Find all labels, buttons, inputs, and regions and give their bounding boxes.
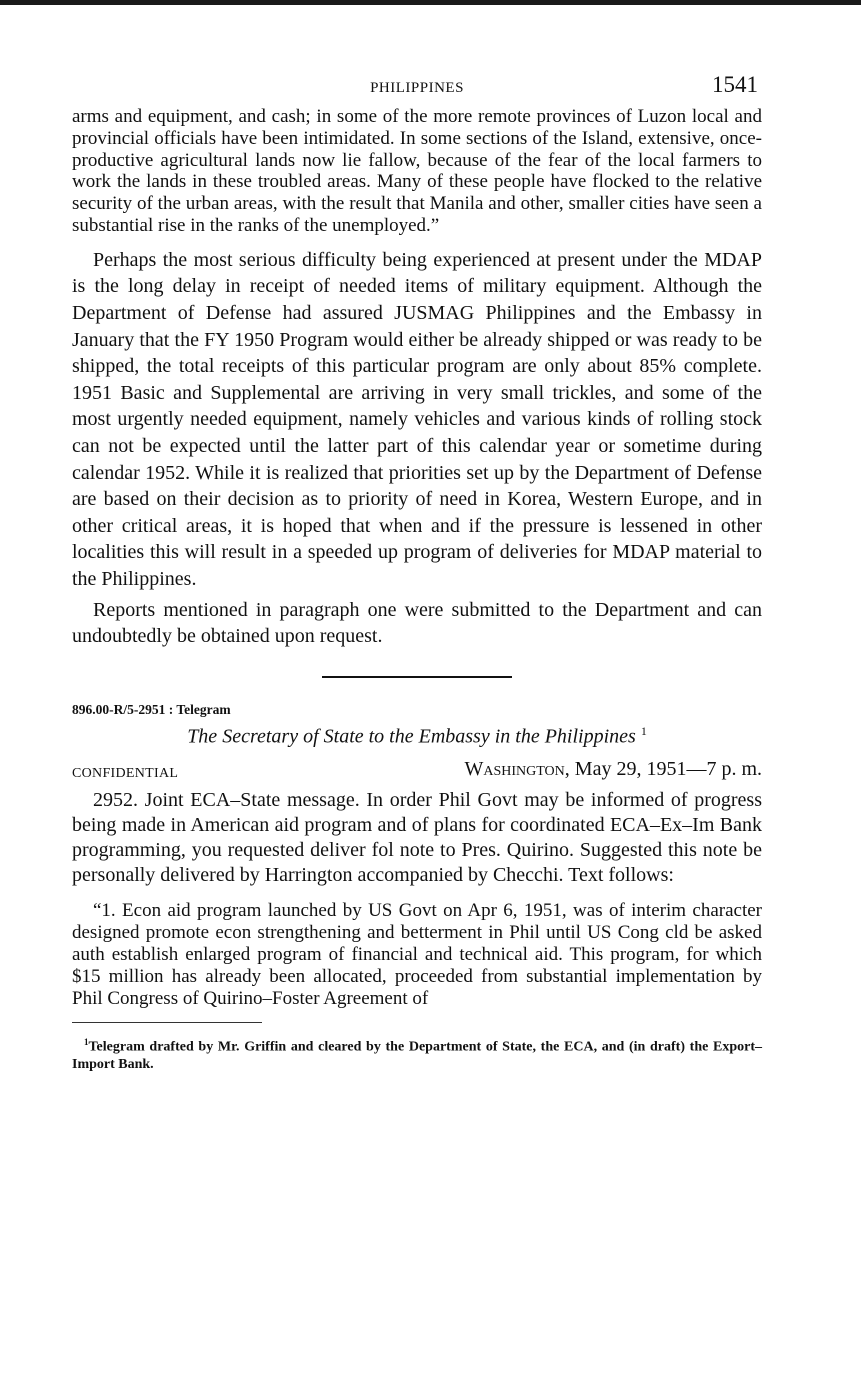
- place: Washington,: [464, 758, 570, 781]
- page-header: [72, 70, 762, 106]
- document-page: [72, 70, 762, 1074]
- quote-continuation: arms and equipment, and cash; in some of the more remote provinces of Luzon local and provincial officials have been intimidated. In some sections of the Island, extensive, once-productive agricultural lands now lie fallow, because of the fear of the local farmers to work the lands in these troubled areas. Many of these people have flocked to the relative security of the urban areas, with the result that Manila and other, smaller cities have seen a substantial rise in the ranks of the unemployed.”: [72, 106, 762, 236]
- message-point-1: “1. Econ aid program launched by US Govt on Apr 6, 1951, was of interim character designed promote econ strengthening and betterment in Phil until US Cong cld be asked auth establish enlarged program of financial and technical aid. This program, for which $15 million has already been allocated, proceeded from substantial implementation by Phil Congress of Quirino–Foster Agreement of: [72, 899, 762, 1009]
- running-head: PHILIPPINES: [370, 80, 464, 96]
- message-paragraph: 2952. Joint ECA–State message. In order Phil Govt may be informed of progress being made in American aid program and of plans for coordinated ECA–Ex–Im Bank programming, you requested deliver fol note to Pres. Quirino. Suggested this note be personally delivered by Harrington accompanied by Checchi. Text follows:: [72, 789, 762, 886]
- footnote-mark: 1: [84, 1036, 89, 1047]
- document-title-text: The Secretary of State to the Embassy in the Philippines: [187, 725, 636, 748]
- page-number: 1541: [712, 72, 758, 97]
- top-border: [0, 0, 861, 5]
- title-footnote-mark: 1: [640, 723, 647, 738]
- document-file-id: 896.00-R/5-2951 : Telegram: [72, 701, 231, 717]
- document-title: [72, 724, 762, 749]
- footnote: [72, 1033, 762, 1075]
- classification-label: CONFIDENTIAL: [72, 766, 179, 782]
- footnote-text: Telegram drafted by Mr. Griffin and cleared by the Department of State, the ECA, and (in draft) the Export–Import Bank.: [72, 1039, 762, 1073]
- dateline: [72, 758, 762, 788]
- place-date: [464, 758, 762, 781]
- body-paragraph-mdap: Perhaps the most serious difficulty being experienced at present under the MDAP is the long delay in receipt of needed items of military equipment. Although the Department of Defense had assured JUSMAG Philippines and the Embassy in January that the FY 1950 Program would either be already shipped or was ready to be shipped, the total receipts of this particular program are only about 85% complete. 1951 Basic and Supplemental are arriving in very small trickles, and some of the most urgently needed equipment, namely vehicles and various kinds of rolling stock can not be expected until the latter part of this calendar year or sometime during calendar 1952. While it is realized that priorities set up by the Department of Defense are based on their decision as to priority of need in Korea, Western Europe, and in other critical areas, it is hoped that when and if the pressure is lessened in other localities this will result in a speeded up program of deliveries for MDAP material to the Philippines.: [72, 248, 762, 590]
- body-paragraph-reports: Reports mentioned in paragraph one were submitted to the Department and can undoubtedly be obtained upon request.: [72, 598, 762, 648]
- footnote-divider: [72, 1022, 262, 1023]
- date: May 29, 1951—7 p. m.: [569, 758, 762, 781]
- section-divider: [322, 676, 512, 678]
